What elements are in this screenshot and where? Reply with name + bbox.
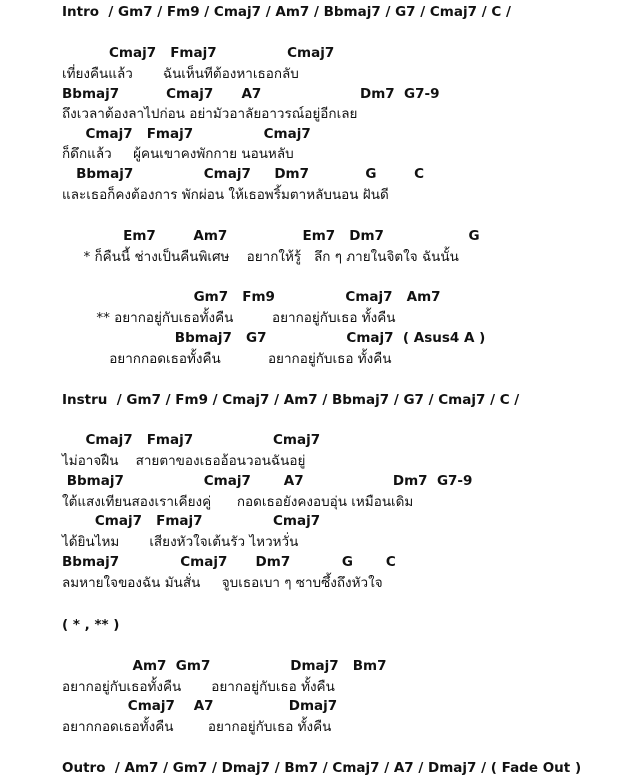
verse2-lyrics-1: ไม่อาจฝืน สายตาของเธออ้อนวอนฉันอยู่ [62, 453, 306, 469]
verse2-lyrics-2: ใต้แสงเทียนสองเราเคียงคู่ กอดเธอยังคงอบอุ่น เหมือนเดิม [62, 494, 414, 510]
ending-lyrics-2: อยากกอดเธอทั้งคืน อยากอยู่กับเธอ ทั้งคืน [62, 719, 332, 735]
verse2-chords-3: Cmaj7 Fmaj7 Cmaj7 [62, 513, 321, 529]
verse1-chords-2: Bbmaj7 Cmaj7 A7 Dm7 G7-9 [62, 86, 440, 102]
chorus1-chords-1: Em7 Am7 Em7 Dm7 G [62, 228, 480, 244]
chorus2-chords-1: Gm7 Fm9 Cmaj7 Am7 [62, 289, 441, 305]
verse2-chords-1: Cmaj7 Fmaj7 Cmaj7 [62, 432, 321, 448]
verse1-lyrics-1: เที่ยงคืนแล้ว ฉันเห็นทีต้องหาเธอกลับ [62, 66, 299, 82]
verse1-lyrics-3: ก็ดึกแล้ว ผู้คนเขาคงพักกาย นอนหลับ [62, 146, 294, 162]
verse1-chords-3: Cmaj7 Fmaj7 Cmaj7 [62, 126, 311, 142]
verse2-chords-4: Bbmaj7 Cmaj7 Dm7 G C [62, 554, 396, 570]
ending-chords-2: Cmaj7 A7 Dmaj7 [62, 698, 338, 714]
chorus1-lyrics-1: * ก็คืนนี้ ช่างเป็นคืนพิเศษ อยากให้รู้ ลึก ๆ ภายในจิตใจ ฉันนั้น [62, 249, 459, 265]
verse1-chords-1: Cmaj7 Fmaj7 Cmaj7 [62, 45, 335, 61]
instru-line: Instru / Gm7 / Fm9 / Cmaj7 / Am7 / Bbmaj7 / G7 / Cmaj7 / C / [62, 392, 520, 408]
repeat-marker: ( * , ** ) [62, 617, 120, 633]
chorus2-chords-2: Bbmaj7 G7 Cmaj7 ( Asus4 A ) [62, 330, 486, 346]
ending-lyrics-1: อยากอยู่กับเธอทั้งคืน อยากอยู่กับเธอ ทั้งคืน [62, 679, 335, 695]
chorus2-lyrics-1: ** อยากอยู่กับเธอทั้งคืน อยากอยู่กับเธอ ทั้งคืน [62, 310, 396, 326]
verse1-lyrics-2: ถึงเวลาต้องลาไปก่อน อย่ามัวอาลัยอาวรณ์อยู่อีกเลย [62, 106, 358, 122]
chorus2-lyrics-2: อยากกอดเธอทั้งคืน อยากอยู่กับเธอ ทั้งคืน [62, 351, 392, 367]
ending-chords-1: Am7 Gm7 Dmaj7 Bm7 [62, 658, 387, 674]
verse2-chords-2: Bbmaj7 Cmaj7 A7 Dm7 G7-9 [62, 473, 473, 489]
intro-line: Intro / Gm7 / Fm9 / Cmaj7 / Am7 / Bbmaj7 / G7 / Cmaj7 / C / [62, 4, 511, 20]
verse2-lyrics-3: ได้ยินไหม เสียงหัวใจเต้นรัว ไหวหวั่น [62, 534, 299, 550]
verse2-lyrics-4: ลมหายใจของฉัน มันสั่น จูบเธอเบา ๆ ซาบซึ้งถึงหัวใจ [62, 575, 383, 591]
verse1-lyrics-4: และเธอก็คงต้องการ พักผ่อน ให้เธอพริ้มตาหลับนอน ฝันดี [62, 187, 389, 203]
outro-line: Outro / Am7 / Gm7 / Dmaj7 / Bm7 / Cmaj7 / A7 / Dmaj7 / ( Fade Out ) [62, 760, 582, 776]
verse1-chords-4: Bbmaj7 Cmaj7 Dm7 G C [62, 166, 425, 182]
